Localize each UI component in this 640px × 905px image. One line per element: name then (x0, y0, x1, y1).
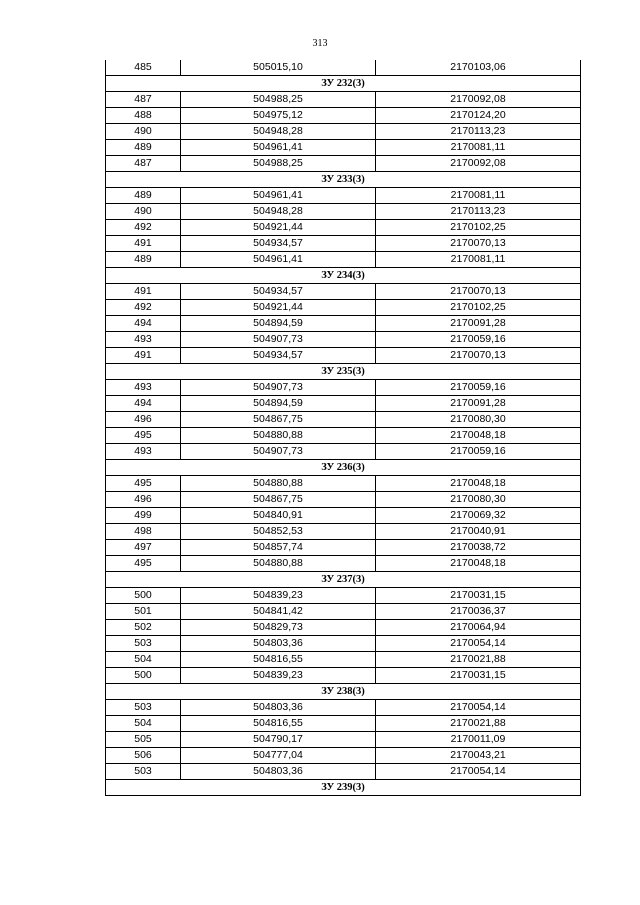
y-coordinate-cell: 2170043,21 (376, 748, 581, 764)
y-coordinate-cell: 2170048,18 (376, 428, 581, 444)
point-number-cell: 491 (106, 236, 181, 252)
x-coordinate-cell: 504803,36 (181, 764, 376, 780)
point-number-cell: 504 (106, 652, 181, 668)
section-header-row (106, 268, 581, 284)
table-row (106, 60, 581, 76)
y-coordinate-cell: 2170021,88 (376, 652, 581, 668)
y-coordinate-cell: 2170103,06 (376, 60, 581, 76)
table-row (106, 428, 581, 444)
coordinates-table (105, 60, 581, 796)
x-coordinate-cell: 504839,23 (181, 668, 376, 684)
x-coordinate-cell: 504880,88 (181, 428, 376, 444)
x-coordinate-cell: 504803,36 (181, 700, 376, 716)
x-coordinate-cell: 504867,75 (181, 492, 376, 508)
point-number-cell: 493 (106, 380, 181, 396)
table-row (106, 476, 581, 492)
table-row (106, 236, 581, 252)
x-coordinate-cell: 504841,42 (181, 604, 376, 620)
y-coordinate-cell: 2170038,72 (376, 540, 581, 556)
section-header-row (106, 76, 581, 92)
point-number-cell: 497 (106, 540, 181, 556)
point-number-cell: 492 (106, 300, 181, 316)
point-number-cell: 490 (106, 204, 181, 220)
point-number-cell: 491 (106, 284, 181, 300)
section-title: ЗУ 237(3) (106, 572, 581, 588)
table-row (106, 636, 581, 652)
x-coordinate-cell: 504988,25 (181, 92, 376, 108)
table-row (106, 188, 581, 204)
table-row (106, 556, 581, 572)
point-number-cell: 493 (106, 332, 181, 348)
table-row (106, 524, 581, 540)
table-row (106, 668, 581, 684)
y-coordinate-cell: 2170031,15 (376, 668, 581, 684)
point-number-cell: 503 (106, 636, 181, 652)
x-coordinate-cell: 504894,59 (181, 316, 376, 332)
section-header-row (106, 572, 581, 588)
point-number-cell: 494 (106, 396, 181, 412)
section-title: ЗУ 235(3) (106, 364, 581, 380)
y-coordinate-cell: 2170081,11 (376, 140, 581, 156)
y-coordinate-cell: 2170113,23 (376, 124, 581, 140)
x-coordinate-cell: 504857,74 (181, 540, 376, 556)
table-row (106, 700, 581, 716)
point-number-cell: 495 (106, 476, 181, 492)
x-coordinate-cell: 504829,73 (181, 620, 376, 636)
point-number-cell: 494 (106, 316, 181, 332)
y-coordinate-cell: 2170113,23 (376, 204, 581, 220)
x-coordinate-cell: 504961,41 (181, 140, 376, 156)
y-coordinate-cell: 2170070,13 (376, 284, 581, 300)
section-header-row (106, 460, 581, 476)
x-coordinate-cell: 504894,59 (181, 396, 376, 412)
table-row (106, 732, 581, 748)
x-coordinate-cell: 504921,44 (181, 300, 376, 316)
table-row (106, 204, 581, 220)
x-coordinate-cell: 504934,57 (181, 284, 376, 300)
y-coordinate-cell: 2170124,20 (376, 108, 581, 124)
point-number-cell: 503 (106, 764, 181, 780)
table-row (106, 380, 581, 396)
table-row (106, 716, 581, 732)
table-row (106, 540, 581, 556)
table-row (106, 412, 581, 428)
y-coordinate-cell: 2170054,14 (376, 636, 581, 652)
table-row (106, 444, 581, 460)
point-number-cell: 502 (106, 620, 181, 636)
section-title: ЗУ 232(3) (106, 76, 581, 92)
x-coordinate-cell: 504840,91 (181, 508, 376, 524)
x-coordinate-cell: 504948,28 (181, 124, 376, 140)
x-coordinate-cell: 504988,25 (181, 156, 376, 172)
x-coordinate-cell: 504934,57 (181, 236, 376, 252)
x-coordinate-cell: 504790,17 (181, 732, 376, 748)
x-coordinate-cell: 504803,36 (181, 636, 376, 652)
table-row (106, 348, 581, 364)
x-coordinate-cell: 504867,75 (181, 412, 376, 428)
y-coordinate-cell: 2170081,11 (376, 252, 581, 268)
point-number-cell: 495 (106, 556, 181, 572)
page-number: 313 (312, 38, 328, 49)
y-coordinate-cell: 2170080,30 (376, 492, 581, 508)
point-number-cell: 495 (106, 428, 181, 444)
y-coordinate-cell: 2170091,28 (376, 396, 581, 412)
y-coordinate-cell: 2170059,16 (376, 444, 581, 460)
section-title: ЗУ 233(3) (106, 172, 581, 188)
y-coordinate-cell: 2170048,18 (376, 556, 581, 572)
x-coordinate-cell: 504961,41 (181, 252, 376, 268)
x-coordinate-cell: 504852,53 (181, 524, 376, 540)
y-coordinate-cell: 2170064,94 (376, 620, 581, 636)
point-number-cell: 493 (106, 444, 181, 460)
point-number-cell: 498 (106, 524, 181, 540)
point-number-cell: 506 (106, 748, 181, 764)
table-row (106, 220, 581, 236)
point-number-cell: 505 (106, 732, 181, 748)
table-row (106, 252, 581, 268)
coordinates-table-body (106, 60, 581, 796)
table-row (106, 300, 581, 316)
section-title: ЗУ 238(3) (106, 684, 581, 700)
y-coordinate-cell: 2170069,32 (376, 508, 581, 524)
y-coordinate-cell: 2170081,11 (376, 188, 581, 204)
x-coordinate-cell: 504777,04 (181, 748, 376, 764)
y-coordinate-cell: 2170092,08 (376, 156, 581, 172)
point-number-cell: 504 (106, 716, 181, 732)
section-header-row (106, 684, 581, 700)
point-number-cell: 489 (106, 188, 181, 204)
table-row (106, 156, 581, 172)
x-coordinate-cell: 504961,41 (181, 188, 376, 204)
y-coordinate-cell: 2170091,28 (376, 316, 581, 332)
point-number-cell: 492 (106, 220, 181, 236)
point-number-cell: 488 (106, 108, 181, 124)
table-row (106, 316, 581, 332)
point-number-cell: 485 (106, 60, 181, 76)
y-coordinate-cell: 2170054,14 (376, 764, 581, 780)
y-coordinate-cell: 2170102,25 (376, 300, 581, 316)
table-row (106, 764, 581, 780)
y-coordinate-cell: 2170059,16 (376, 380, 581, 396)
y-coordinate-cell: 2170054,14 (376, 700, 581, 716)
point-number-cell: 487 (106, 92, 181, 108)
table-row (106, 748, 581, 764)
x-coordinate-cell: 504907,73 (181, 332, 376, 348)
point-number-cell: 500 (106, 588, 181, 604)
y-coordinate-cell: 2170040,91 (376, 524, 581, 540)
table-row (106, 492, 581, 508)
point-number-cell: 503 (106, 700, 181, 716)
table-row (106, 620, 581, 636)
table-row (106, 140, 581, 156)
y-coordinate-cell: 2170036,37 (376, 604, 581, 620)
x-coordinate-cell: 504880,88 (181, 476, 376, 492)
x-coordinate-cell: 504816,55 (181, 716, 376, 732)
table-row (106, 652, 581, 668)
point-number-cell: 491 (106, 348, 181, 364)
y-coordinate-cell: 2170092,08 (376, 92, 581, 108)
point-number-cell: 496 (106, 412, 181, 428)
y-coordinate-cell: 2170080,30 (376, 412, 581, 428)
point-number-cell: 489 (106, 252, 181, 268)
point-number-cell: 499 (106, 508, 181, 524)
x-coordinate-cell: 504907,73 (181, 380, 376, 396)
point-number-cell: 490 (106, 124, 181, 140)
y-coordinate-cell: 2170011,09 (376, 732, 581, 748)
x-coordinate-cell: 504839,23 (181, 588, 376, 604)
table-row (106, 396, 581, 412)
x-coordinate-cell: 504975,12 (181, 108, 376, 124)
point-number-cell: 487 (106, 156, 181, 172)
table-row (106, 284, 581, 300)
section-header-row (106, 780, 581, 796)
x-coordinate-cell: 504921,44 (181, 220, 376, 236)
table-row (106, 332, 581, 348)
y-coordinate-cell: 2170102,25 (376, 220, 581, 236)
section-title: ЗУ 234(3) (106, 268, 581, 284)
section-title: ЗУ 239(3) (106, 780, 581, 796)
x-coordinate-cell: 504948,28 (181, 204, 376, 220)
y-coordinate-cell: 2170048,18 (376, 476, 581, 492)
point-number-cell: 496 (106, 492, 181, 508)
section-title: ЗУ 236(3) (106, 460, 581, 476)
x-coordinate-cell: 505015,10 (181, 60, 376, 76)
table-row (106, 124, 581, 140)
table-row (106, 508, 581, 524)
point-number-cell: 489 (106, 140, 181, 156)
section-header-row (106, 172, 581, 188)
y-coordinate-cell: 2170021,88 (376, 716, 581, 732)
section-header-row (106, 364, 581, 380)
x-coordinate-cell: 504880,88 (181, 556, 376, 572)
y-coordinate-cell: 2170070,13 (376, 348, 581, 364)
x-coordinate-cell: 504816,55 (181, 652, 376, 668)
point-number-cell: 501 (106, 604, 181, 620)
y-coordinate-cell: 2170070,13 (376, 236, 581, 252)
table-row (106, 588, 581, 604)
table-row (106, 108, 581, 124)
y-coordinate-cell: 2170031,15 (376, 588, 581, 604)
point-number-cell: 500 (106, 668, 181, 684)
x-coordinate-cell: 504907,73 (181, 444, 376, 460)
table-row (106, 92, 581, 108)
table-row (106, 604, 581, 620)
x-coordinate-cell: 504934,57 (181, 348, 376, 364)
y-coordinate-cell: 2170059,16 (376, 332, 581, 348)
